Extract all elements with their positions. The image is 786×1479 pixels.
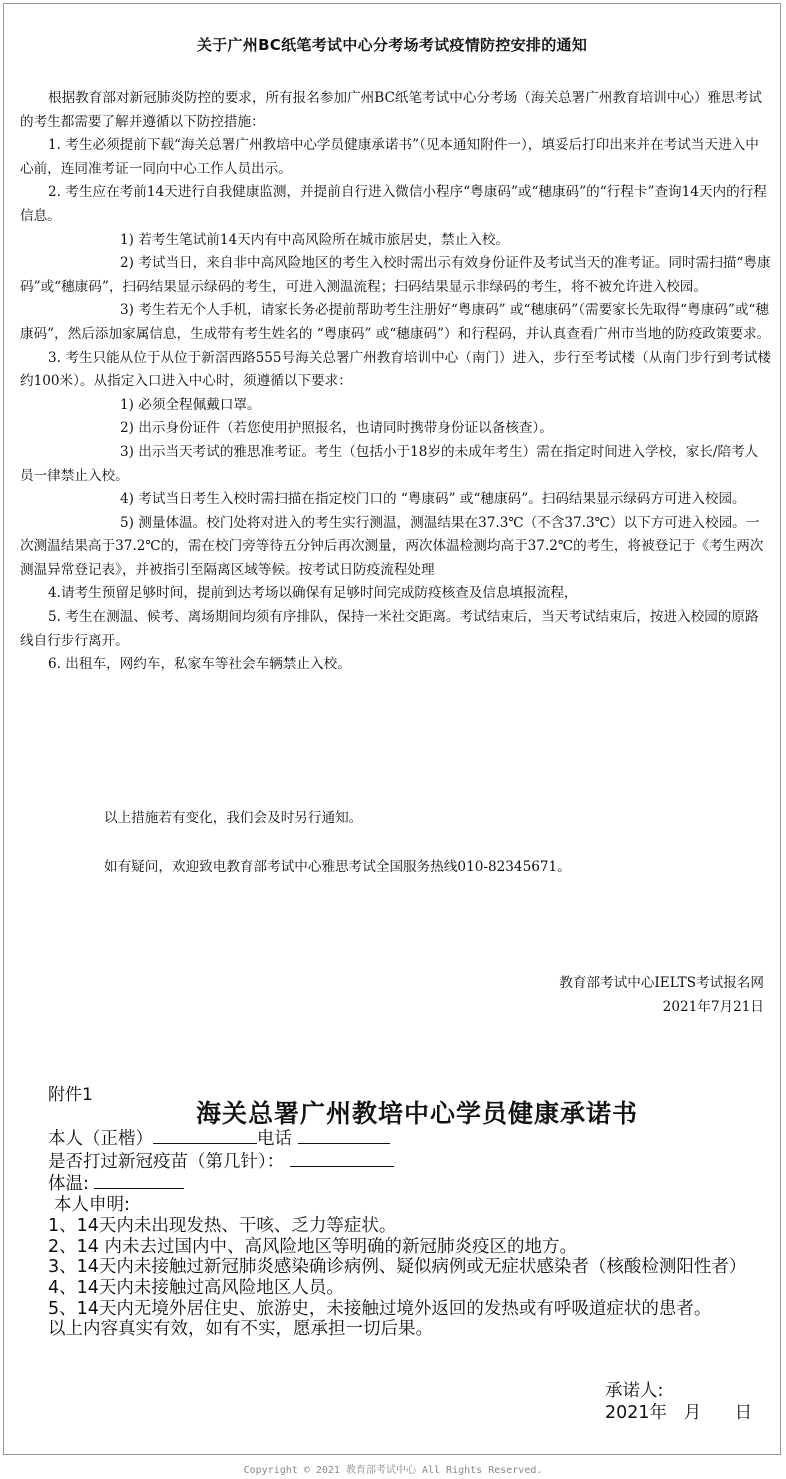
pledge-block xyxy=(605,1380,752,1424)
notice-item-3-2: 2) 出示身份证件（若您使用护照报名，也请同时携带身份证以备核查）。 xyxy=(120,420,553,437)
declaration-2: 2、14 内未去过国内中、高风险地区等明确的新冠肺炎疫区的地方。 xyxy=(48,1236,577,1257)
notice-item-4: 4.请考生预留足够时间，提前到达考场以确保有足够时间完成防疫核查及信息填报流程， xyxy=(48,585,578,602)
truth-statement: 以上内容真实有效，如有不实，愿承担一切后果。 xyxy=(48,1319,433,1340)
contact-note: 如有疑问，欢迎致电教育部考试中心雅思考试全国服务热线010-82345671。 xyxy=(104,859,571,875)
notice-body xyxy=(20,87,771,677)
name-label: 本人（正楷） xyxy=(48,1129,153,1149)
notice-item-6: 6. 出租车，网约车，私家车等社会车辆禁止入校。 xyxy=(48,656,351,673)
notice-title: 关于广州BC纸笔考试中心分考场考试疫情防控安排的通知 xyxy=(196,36,588,54)
pledge-date xyxy=(605,1402,752,1424)
notice-item-2-2: 2) 考试当日，来自非中高风险地区的考生入校时需出示有效身份证件及考试当天的准考证。同时需扫描“粤康码”或“穗康码”，扫码结果显示绿码的考生，可进入测温流程；扫码结果显示非绿码的考生，将不被允许进入校园。 xyxy=(20,255,771,295)
attachment-body xyxy=(20,1127,766,1340)
temperature-row xyxy=(20,1172,766,1195)
document-frame xyxy=(3,3,781,1455)
change-note: 以上措施若有变化，我们会及时另行通知。 xyxy=(104,810,363,826)
vaccine-row xyxy=(20,1150,766,1173)
phone-field[interactable] xyxy=(298,1127,390,1144)
notice-item-3-3: 3) 出示当天考试的雅思准考证。考生（包括小于18岁的未成年考生）需在指定时间进入学校，家长/陪考人员一律禁止入校。 xyxy=(20,443,759,484)
notice-item-2-3: 3) 考生若无个人手机，请家长务必提前帮助考生注册好“粤康码” 或“穗康码”（需要家长先取得“粤康码”或“穗康码”，然后添加家属信息，生成带有考生姓名的 “粤康码” 或“穗康码”）和行程码，并认真查看广州市当地的防疫政策要求。 xyxy=(20,302,771,342)
declare-label: 本人申明: xyxy=(54,1195,130,1216)
vaccine-label: 是否打过新冠疫苗（第几针）： xyxy=(48,1151,285,1172)
declaration-3: 3、14天内未接触过新冠肺炎感染确诊病例、疑似病例或无症状感染者（核酸检测阳性者） xyxy=(48,1257,747,1278)
declaration-1: 1、14天内未出现发热、干咳、乏力等症状。 xyxy=(48,1215,397,1236)
notice-item-5: 5. 考生在测温、候考、离场期间均须有序排队，保持一米社交距离。考试结束后，当天考试结束后，按进入校园的原路线自行步行离开。 xyxy=(20,609,759,649)
attachment-label: 附件1 xyxy=(48,1085,93,1105)
notice-item-2: 2. 考生应在考前14天进行自我健康监测，并提前自行进入微信小程序“粤康码”或“穗康码”的“行程卡”查询14天内的行程信息。 xyxy=(20,184,767,224)
declaration-5: 5、14天内无境外居住史、旅游史，未接触过境外返回的发热或有呼吸道症状的患者。 xyxy=(48,1298,712,1319)
notice-item-1: 1. 考生必须提前下载“海关总署广州教培中心学员健康承诺书”（见本通知附件一），填妥后打印出来并在考试当天进入中心前，连同准考证一同向中心工作人员出示。 xyxy=(20,137,759,177)
vaccine-field[interactable] xyxy=(290,1150,394,1167)
notice-item-3: 3. 考生只能从位于从位于新滘西路555号海关总署广州教育培训中心（南门）进入，步行至考试楼（从南门步行到考试楼约100米）。从指定入口进入中心时，须遵循以下要求： xyxy=(20,349,771,390)
declaration-4: 4、14天内未接触过高风险地区人员。 xyxy=(48,1277,344,1298)
notice-intro: 根据教育部对新冠肺炎防控的要求，所有报名参加广州BC纸笔考试中心分考场（海关总署广州教育培训中心）雅思考试的考生都需要了解并遵循以下防控措施： xyxy=(20,90,762,130)
notice-item-3-5: 5) 测量体温。校门处将对进入的考生实行测温，测温结果在37.3℃（不含37.3℃）以下方可进入校园。一次测温结果高于37.2℃的，需在校门旁等待五分钟后再次测量，两次体温检测均高于37.2℃的考生，将被登记于《考生两次测温异常登记表》，并被指引至隔离区域等候。按考试日防疫流程处理 xyxy=(20,514,764,578)
temperature-label: 体温: xyxy=(48,1174,89,1195)
notice-item-3-1: 1) 必须全程佩戴口罩。 xyxy=(120,396,261,413)
phone-label: 电话 xyxy=(257,1129,292,1149)
notice-date: 2021年7月21日 xyxy=(662,999,764,1015)
pledge-month: 月 xyxy=(683,1403,702,1423)
pledge-year: 2021年 xyxy=(605,1403,668,1423)
pledger-label: 承诺人: xyxy=(605,1381,664,1401)
attachment-title: 海关总署广州教培中心学员健康承诺书 xyxy=(195,1099,638,1128)
copyright-footer: Copyright © 2021 教育部考试中心 All Rights Reserved. xyxy=(243,1465,543,1476)
temperature-field[interactable] xyxy=(94,1172,184,1189)
notice-item-3-4: 4) 考试当日考生入校时需扫描在指定校门口的 “粤康码” 或“穗康码”。扫码结果显示绿码方可进入校园。 xyxy=(120,491,746,508)
notice-item-2-1: 1) 若考生笔试前14天内有中高风险所在城市旅居史，禁止入校。 xyxy=(120,231,510,248)
name-field[interactable] xyxy=(153,1127,257,1144)
signer: 教育部考试中心IELTS考试报名网 xyxy=(559,975,764,991)
pledge-day: 日 xyxy=(734,1403,753,1423)
name-phone-row xyxy=(20,1127,766,1150)
